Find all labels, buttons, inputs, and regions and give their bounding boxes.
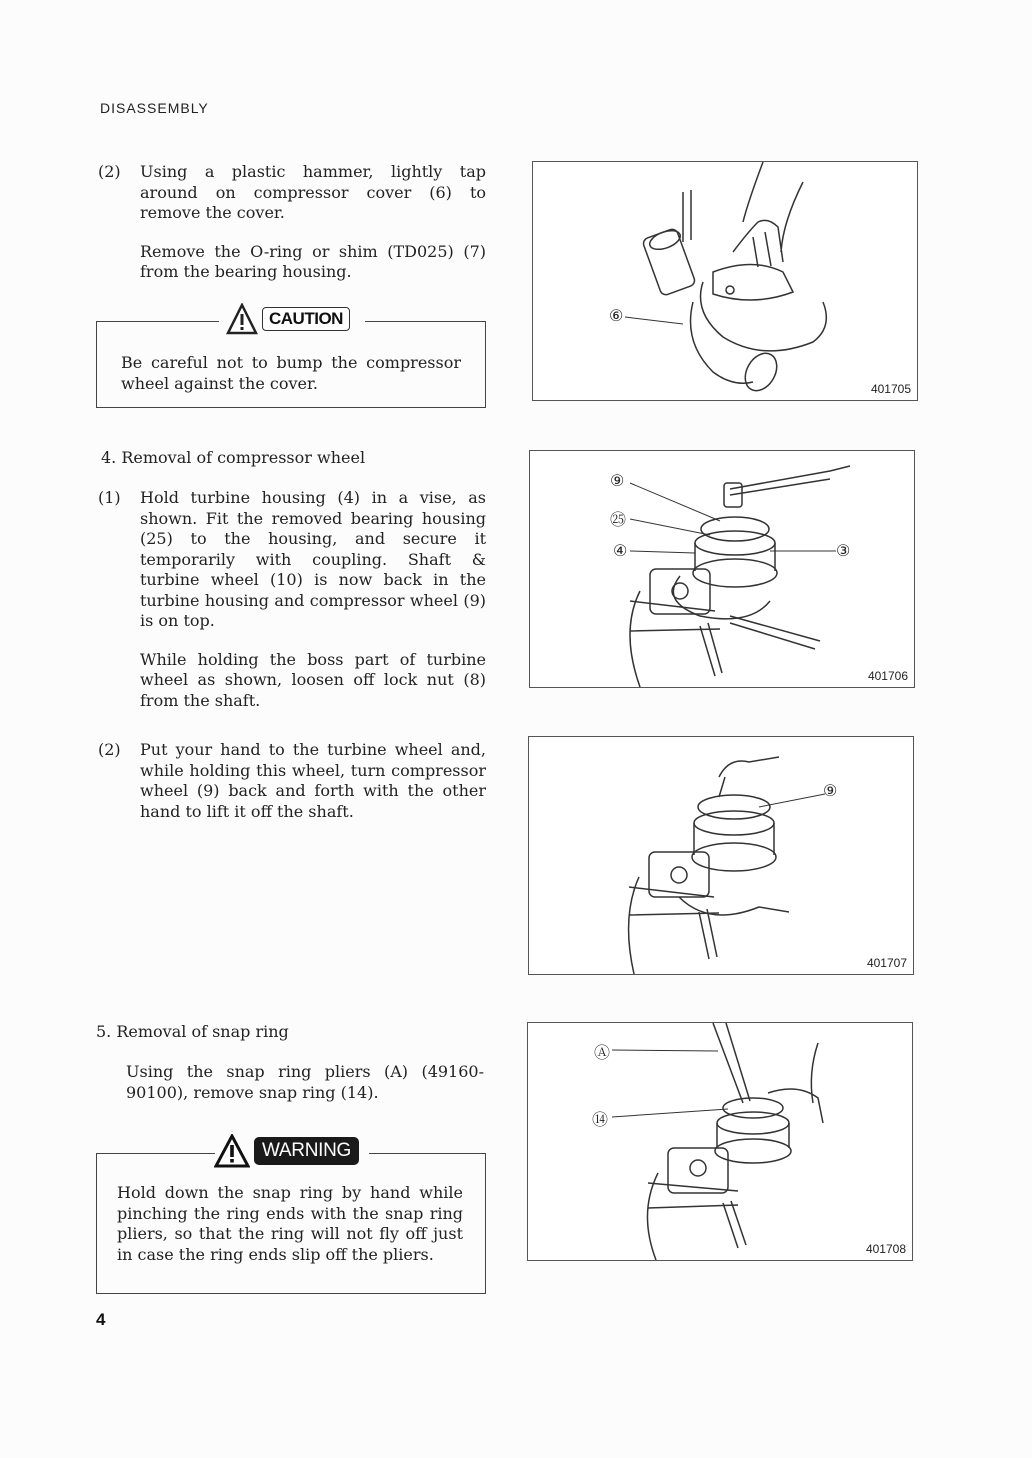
callout-A: Ⓐ bbox=[594, 1043, 611, 1062]
figure-id: 401706 bbox=[867, 669, 908, 683]
step-text: Using a plastic hammer, lightly tap around on compressor cover (6) to remove the cover. bbox=[140, 162, 486, 222]
figure-id: 401705 bbox=[870, 382, 911, 396]
callout-4: ④ bbox=[613, 541, 628, 560]
step-2-paragraph bbox=[98, 162, 486, 283]
figure-id: 401708 bbox=[865, 1242, 906, 1256]
callout-14: ⑭ bbox=[592, 1110, 609, 1129]
callout-6: ⑥ bbox=[609, 306, 624, 325]
step-text: Using the snap ring pliers (A) (49160-90100), remove snap ring (14). bbox=[126, 1062, 484, 1102]
warning-triangle-icon bbox=[214, 1134, 250, 1168]
snap-ring-pliers-illustration bbox=[528, 1023, 912, 1260]
step-number: (1) bbox=[98, 488, 121, 507]
turbocharger-illustration bbox=[533, 162, 917, 400]
step-4-title: 4. Removal of compressor wheel bbox=[101, 448, 366, 467]
step-text: Hold turbine housing (4) in a vise, as shown. Fit the removed bearing housing (25) to the housing, and secure it temporarily with coupling. Shaft & turbine wheel (10) is now back in the turbine housing and compressor wheel (9) is on top. bbox=[140, 488, 486, 630]
figure-compressor-cover-removal bbox=[532, 161, 918, 401]
figure-compressor-wheel-nut bbox=[529, 450, 915, 688]
step-text-2: Remove the O-ring or shim (TD025) (7) from the bearing housing. bbox=[140, 241, 486, 281]
caution-label: CAUTION bbox=[262, 307, 350, 331]
warning-triangle-icon bbox=[226, 303, 258, 335]
step-number: (2) bbox=[98, 740, 121, 759]
step-5-paragraph bbox=[126, 1062, 484, 1103]
section-title: DISASSEMBLY bbox=[100, 100, 209, 116]
warning-header bbox=[214, 1134, 359, 1168]
caution-text: Be careful not to bump the compressor wheel against the cover. bbox=[121, 353, 461, 393]
warning-label: WARNING bbox=[254, 1137, 359, 1165]
step-4-2-paragraph bbox=[98, 740, 486, 822]
step-5-title: 5. Removal of snap ring bbox=[96, 1022, 289, 1041]
page-number: 4 bbox=[96, 1310, 106, 1329]
callout-9: ⑨ bbox=[823, 781, 838, 800]
figure-id: 401707 bbox=[866, 956, 907, 970]
turbocharger-vise-illustration bbox=[530, 451, 914, 687]
callout-9: ⑨ bbox=[610, 471, 625, 490]
callout-25: ㉕ bbox=[610, 510, 627, 529]
warning-text: Hold down the snap ring by hand while pinching the ring ends with the snap ring pliers, so that the ring will not fly off just in case the ring ends slip off the pliers. bbox=[117, 1183, 463, 1264]
warning-box bbox=[96, 1153, 486, 1294]
turbocharger-hands-illustration bbox=[529, 737, 913, 974]
figure-snap-ring-removal bbox=[527, 1022, 913, 1261]
step-text: Put your hand to the turbine wheel and, while holding this wheel, turn compressor wheel (9) back and forth with the other hand to lift it off the shaft. bbox=[140, 740, 486, 821]
caution-header bbox=[226, 303, 350, 335]
figure-compressor-wheel-lift bbox=[528, 736, 914, 975]
step-4-1-paragraph bbox=[98, 488, 486, 711]
step-text-2: While holding the boss part of turbine wheel as shown, loosen off lock nut (8) from the shaft. bbox=[140, 649, 486, 710]
step-number: (2) bbox=[98, 162, 121, 181]
callout-3: ③ bbox=[836, 541, 851, 560]
